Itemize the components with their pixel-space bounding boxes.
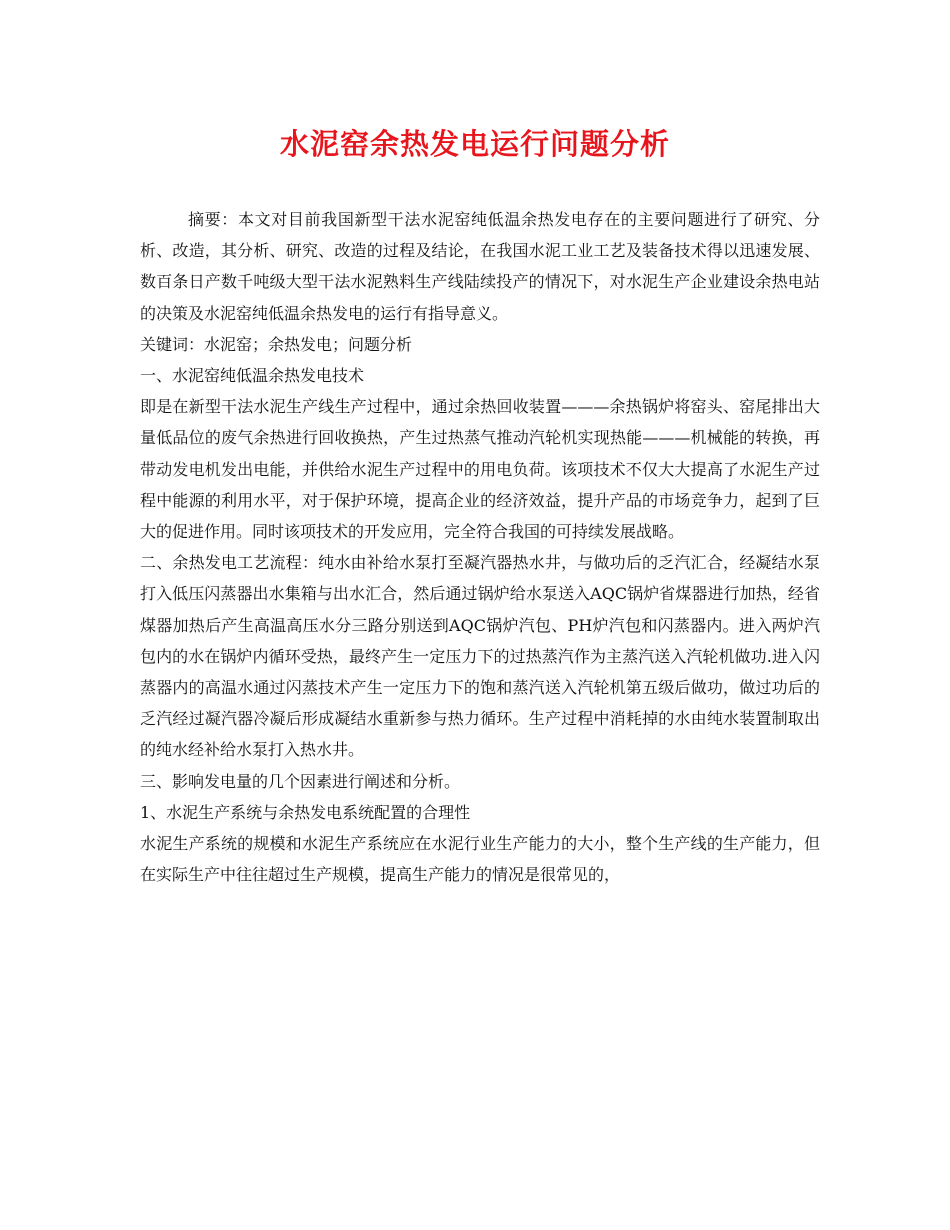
body-paragraph: 水泥生产系统的规模和水泥生产系统应在水泥行业生产能力的大小，整个生产线的生产能力，但在实际生产中往往超过生产规模，提高生产能力的情况是很常见的， (140, 834, 820, 885)
subsection-heading-1: 1、水泥生产系统与余热发电系统配置的合理性 (140, 802, 471, 822)
section-heading-3: 三、影响发电量的几个因素进行阐述和分析。 (140, 771, 461, 791)
body-paragraph: 即是在新型干法水泥生产线生产过程中，通过余热回收装置———余热锅炉将窑头、窑尾排出大量低品位的废气余热进行回收换热，产生过热蒸气推动汽轮机实现热能———机械能的转换，再带动发电机发出电能，并供给水泥生产过程中的用电负荷。该项技术不仅大大提高了水泥生产过程中能源的利用水平，对于保护环境，提高企业的经济效益，提升产品的市场竞争力，起到了巨大的促进作用。同时该项技术的开发应用，完全符合我国的可持续发展战略。 (140, 397, 820, 542)
keywords-line: 关键词：水泥窑；余热发电；问题分析 (140, 334, 413, 354)
section-heading-1: 一、水泥窑纯低温余热发电技术 (140, 366, 365, 386)
document-body (140, 204, 820, 890)
abstract-paragraph: 摘要：本文对目前我国新型干法水泥窑纯低温余热发电存在的主要问题进行了研究、分析、改造，其分析、研究、改造的过程及结论，在我国水泥工业工艺及装备技术得以迅速发展、数百条日产数千吨级大型干法水泥熟料生产线陆续投产的情况下，对水泥生产企业建设余热电站的决策及水泥窑纯低温余热发电的运行有指导意义。 (140, 210, 820, 323)
process-paragraph: 二、余热发电工艺流程：纯水由补给水泵打至凝汽器热水井，与做功后的乏汽汇合，经凝结水泵打入低压闪蒸器出水集箱与出水汇合，然后通过锅炉给水泵送入AQC锅炉省煤器进行加热，经省煤器加热后产生高温高压水分三路分别送到AQC锅炉汽包、PH炉汽包和闪蒸器内。进入两炉汽包内的水在锅炉内循环受热，最终产生一定压力下的过热蒸汽作为主蒸汽送入汽轮机做功.进入闪蒸器内的高温水通过闪蒸技术产生一定压力下的饱和蒸汽送入汽轮机第五级后做功，做过功后的乏汽经过凝汽器冷凝后形成凝结水重新参与热力循环。生产过程中消耗掉的水由纯水装置制取出的纯水经补给水泵打入热水井。 (140, 553, 820, 760)
document-title: 水泥窑余热发电运行问题分析 (279, 127, 670, 161)
